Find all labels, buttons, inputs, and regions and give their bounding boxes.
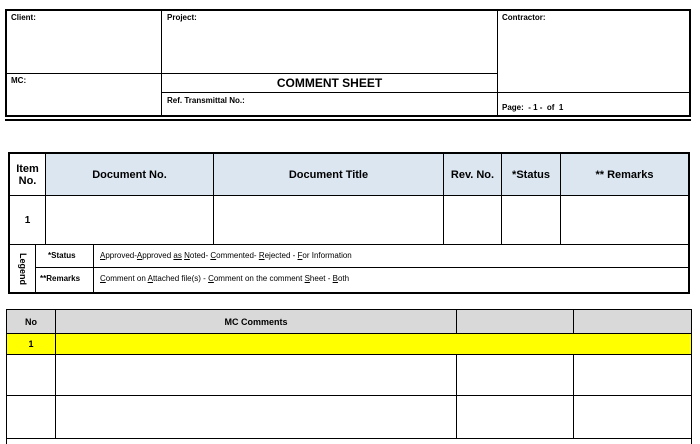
legend-initial: C [210,251,217,260]
ref-transmittal-label: Ref. Transmittal No.: [167,96,245,105]
legend-initial: A [136,251,143,260]
client-label: Client: [11,13,36,22]
legend-text: omment on the comment [213,274,305,283]
column-header-document-no: Document No. [46,154,214,195]
document-no-cell[interactable] [46,196,214,244]
legend-text: pproved [142,251,174,260]
legend-text: heet - [309,274,333,283]
document-table [8,152,690,294]
legend-text: or Information [302,251,352,260]
legend-initial: N [184,251,190,260]
page-title: COMMENT SHEET [276,76,383,90]
legend-remarks-key: **Remarks [36,268,94,292]
column-header-no: No [7,310,56,333]
column-header-blank [574,310,691,333]
legend-text: oted- [189,251,211,260]
legend-initial: R [258,251,265,260]
mc-comment-cell[interactable] [56,334,691,354]
legend-initial: C [208,274,214,283]
legend-text: oth [337,274,350,283]
contractor-label: Contractor: [502,13,546,22]
legend-initial: A [147,274,153,283]
divider [162,92,497,93]
mc-comment-cell[interactable] [56,355,457,395]
document-title-cell[interactable] [214,196,444,244]
mc-comments-table [6,309,692,444]
row-item-number: 1 [10,196,46,244]
legend-text: omment on [105,274,148,283]
legend-title: Legend [17,252,28,285]
row-number: 1 [7,334,56,354]
legend-text: pproved- [105,251,137,260]
legend-initial: S [304,274,310,283]
row-number [7,396,56,438]
remarks-cell[interactable] [561,196,688,244]
column-header-remarks: ** Remarks [561,154,688,195]
legend-text: ommented- [216,251,259,260]
legend-text: ttached file(s) - [152,274,209,283]
column-header-item-no: Item No. [10,154,46,195]
legend-initial: A [100,251,106,260]
rev-no-cell[interactable] [444,196,502,244]
legend-text: ejected - [264,251,298,260]
divider [161,11,162,115]
row-number [7,355,56,395]
legend-initial: as [173,251,182,260]
header-block [5,9,691,117]
divider [5,119,691,121]
column-header-status: *Status [502,154,561,195]
legend-side [10,245,36,292]
project-label: Project: [167,13,197,22]
column-header-rev-no: Rev. No. [444,154,502,195]
status-cell[interactable] [502,196,561,244]
legend-initial: F [297,251,303,260]
column-header-mc-comments: MC Comments [56,310,457,333]
legend-status-values [94,245,688,268]
column-header-document-title: Document Title [214,154,444,195]
divider [7,73,161,74]
legend-remarks-values [94,268,688,292]
legend-status-key: *Status [36,245,94,268]
divider [6,438,692,439]
table-cell[interactable] [457,396,574,438]
column-header-blank [457,310,574,333]
divider [497,11,498,115]
page-number: Page: - 1 - of 1 [502,103,564,112]
divider [498,92,689,93]
legend-initial: C [100,274,106,283]
mc-label: MC: [11,76,27,85]
legend-initial: B [332,274,338,283]
table-cell[interactable] [457,355,574,395]
mc-comment-cell[interactable] [56,396,457,438]
